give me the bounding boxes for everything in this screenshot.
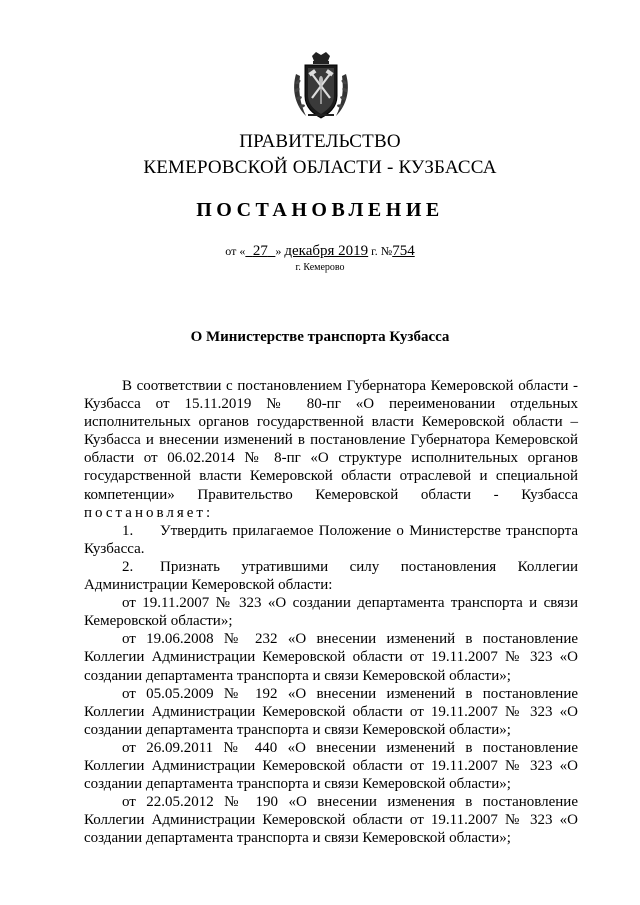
- document-type-title: ПОСТАНОВЛЕНИЕ: [196, 199, 444, 221]
- government-name-line2: КЕМЕРОВСКОЙ ОБЛАСТИ - КУЗБАССА: [143, 157, 497, 178]
- decree-subject: О Министерстве транспорта Кузбасса: [190, 329, 450, 345]
- date-mid: »: [275, 244, 282, 258]
- city: г. Кемерово: [295, 262, 345, 273]
- date-month-year: декабря 2019: [284, 243, 369, 259]
- date-day: 27: [252, 243, 268, 259]
- government-name-line1: ПРАВИТЕЛЬСТВО: [239, 131, 401, 152]
- item-1-text: Утвердить прилагаемое Положение о Министерстве транспорта Кузбасса.: [84, 522, 578, 557]
- item-1-number: 1.: [122, 522, 134, 539]
- item-1: [84, 522, 578, 558]
- list-item: от 19.11.2007 № 323 «О создании департамента транспорта и связи Кемеровской области»;: [84, 595, 578, 630]
- number-label: №: [380, 244, 393, 258]
- preamble-text: В соответствии с постановлением Губернатора Кемеровской области - Кузбасса от 15.11.2019 № 80-пг «О переименовании отдельных исполнительных органов государственной власти Кемеровской области – Кузбасса и внесении изменений в постановление Губернатора Кемеровской области от 06.02.2014 № 8-пг «О структуре исполнительных органов государственной власти Кемеровской области отраслевой и специальной компетенции» Правительство Кемеровской области - Кузбасса: [84, 378, 578, 503]
- decree-number: 754: [392, 243, 415, 259]
- list-item: от 19.06.2008 № 232 «О внесении изменений в постановление Коллегии Администрации Кемеровской области от 19.11.2007 № 323 «О создании департамента транспорта и связи Кемеровской области»;: [84, 631, 578, 684]
- item-2: [84, 558, 578, 594]
- list-item: от 22.05.2012 № 190 «О внесении изменения в постановление Коллегии Администрации Кемеровской области от 19.11.2007 № 323 «О создании департамента транспорта и связи Кемеровской области»;: [84, 794, 578, 847]
- item-2-number: 2.: [122, 558, 134, 575]
- resolves-word: постановляет:: [84, 504, 214, 521]
- list-item: от 26.09.2011 № 440 «О внесении изменений в постановление Коллегии Администрации Кемеровской области от 19.11.2007 № 323 «О создании департамента транспорта и связи Кемеровской области»;: [84, 739, 578, 793]
- list-item: от 05.05.2009 № 192 «О внесении изменений в постановление Коллегии Администрации Кемеровской области от 19.11.2007 № 323 «О создании департамента транспорта и связи Кемеровской области»;: [84, 685, 578, 738]
- item-2-text: Признать утратившими силу постановления Коллегии Администрации Кемеровской области:: [84, 558, 578, 594]
- decree-body: [84, 377, 578, 847]
- decree-date-number: [0, 243, 640, 260]
- coat-of-arms-icon: [290, 52, 352, 122]
- date-prefix: от «: [225, 244, 246, 258]
- date-suffix: г.: [371, 244, 378, 258]
- preamble-paragraph: [84, 377, 578, 522]
